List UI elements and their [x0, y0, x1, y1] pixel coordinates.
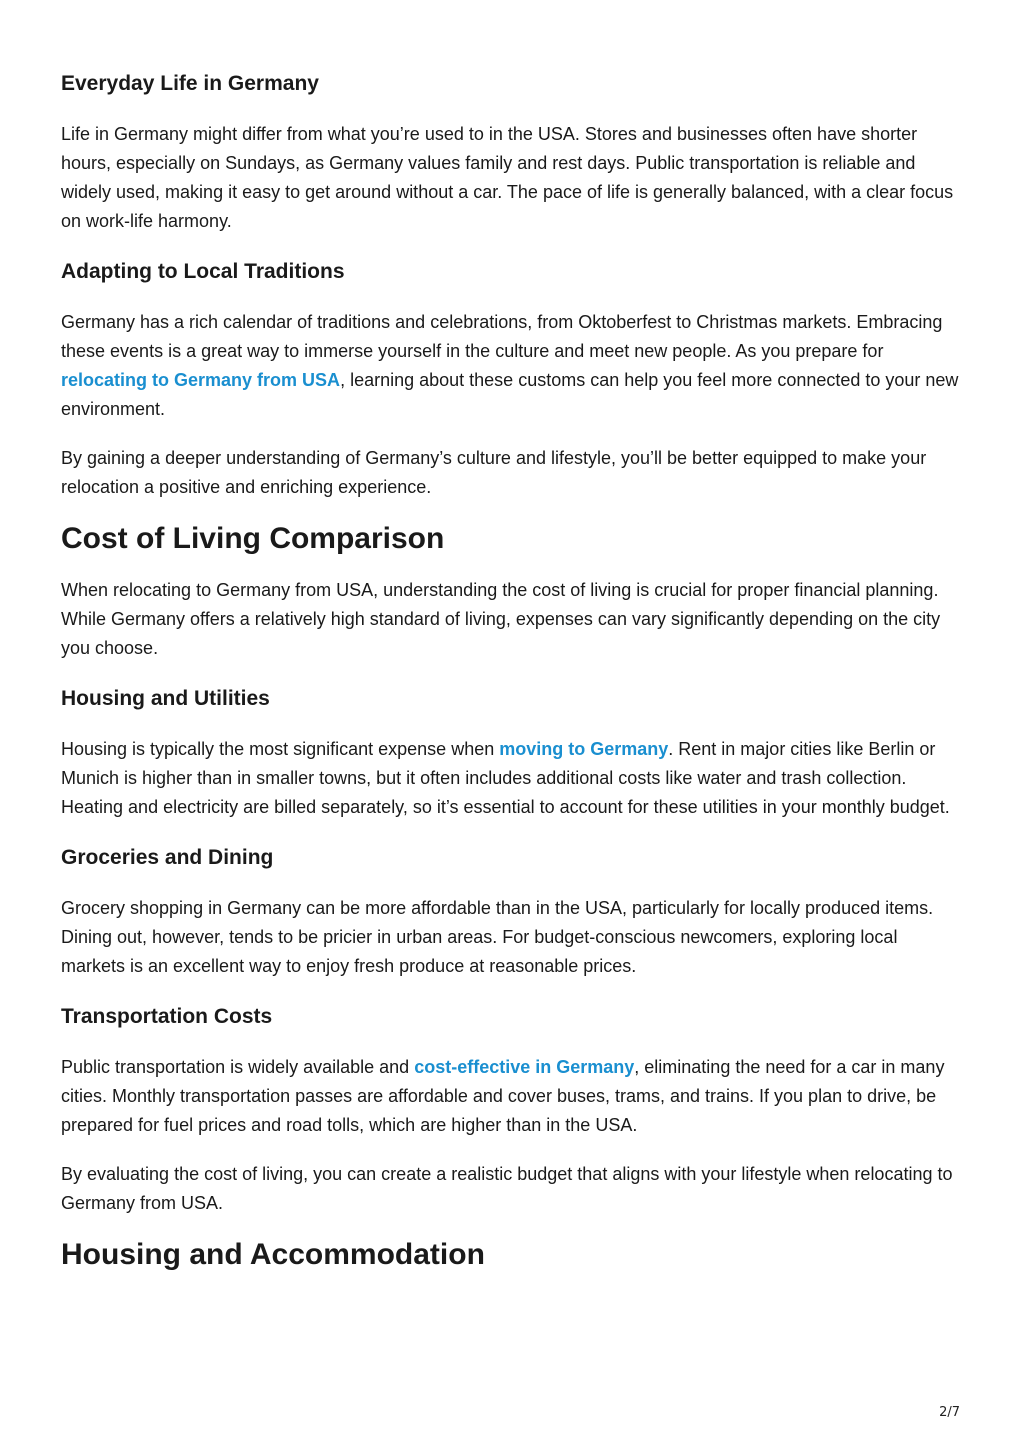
paragraph-text: Germany has a rich calendar of traditions and celebrations, from Oktoberfest to Christmas markets. Embracing these events is a great way to immerse yourself in the culture and meet new people. As you prepare for	[61, 312, 943, 361]
heading-housing-accommodation: Housing and Accommodation	[61, 1238, 485, 1271]
paragraph-groceries-dining: Grocery shopping in Germany can be more affordable than in the USA, particularly for locally produced items. Dining out, however, tends to be pricier in urban areas. For budget-conscious newcomers, exploring local markets is an excellent way to enjoy fresh produce at reasonable prices.	[61, 898, 934, 976]
heading-transportation-costs: Transportation Costs	[61, 1005, 273, 1028]
paragraph-transportation-costs	[61, 1053, 961, 1140]
paragraph-cost-summary: By evaluating the cost of living, you can create a realistic budget that aligns with your lifestyle when relocating to Germany from USA.	[61, 1164, 953, 1213]
paragraph-housing-utilities	[61, 735, 961, 822]
paragraph-cost-of-living: When relocating to Germany from USA, understanding the cost of living is crucial for proper financial planning. While Germany offers a relatively high standard of living, expenses can vary significantly depending on the city you choose.	[61, 580, 941, 658]
paragraph-text: . Rent in major cities like Berlin or Munich is higher than in smaller towns, but it often includes additional costs like water and trash collection. Heating and electricity are billed separately, so it’s essential to account for these utilities in your monthly budget.	[61, 739, 950, 817]
paragraph-text: Public transportation is widely available and	[61, 1057, 415, 1077]
paragraph-local-traditions	[61, 308, 961, 424]
paragraph-everyday-life: Life in Germany might differ from what you’re used to in the USA. Stores and businesses often have shorter hours, especially on Sundays, as Germany values family and rest days. Public transportation is reliable and widely used, making it easy to get around without a car. The pace of life is generally balanced, with a clear focus on work-life harmony.	[61, 124, 954, 231]
paragraph-text: , eliminating the need for a car in many cities. Monthly transportation passes are affordable and cover buses, trams, and trains. If you plan to drive, be prepared for fuel prices and road tolls, which are higher than in the USA.	[61, 1057, 945, 1135]
link-cost-effective-in-germany[interactable]: cost-effective in Germany	[414, 1057, 635, 1077]
page-number: 2/7	[939, 1405, 960, 1420]
heading-groceries-dining: Groceries and Dining	[61, 846, 274, 869]
heading-housing-utilities: Housing and Utilities	[61, 687, 270, 710]
heading-local-traditions: Adapting to Local Traditions	[61, 260, 345, 283]
link-moving-to-germany[interactable]: moving to Germany	[499, 739, 669, 759]
document-page	[61, 70, 961, 1274]
link-relocating-to-germany[interactable]: relocating to Germany from USA	[61, 370, 341, 390]
heading-cost-of-living: Cost of Living Comparison	[61, 522, 445, 555]
heading-everyday-life: Everyday Life in Germany	[61, 72, 319, 95]
paragraph-text: Housing is typically the most significant expense when	[61, 739, 500, 759]
paragraph-text: , learning about these customs can help you feel more connected to your new environment.	[61, 370, 959, 419]
paragraph-culture-summary: By gaining a deeper understanding of Germany’s culture and lifestyle, you’ll be better equipped to make your relocation a positive and enriching experience.	[61, 448, 927, 497]
